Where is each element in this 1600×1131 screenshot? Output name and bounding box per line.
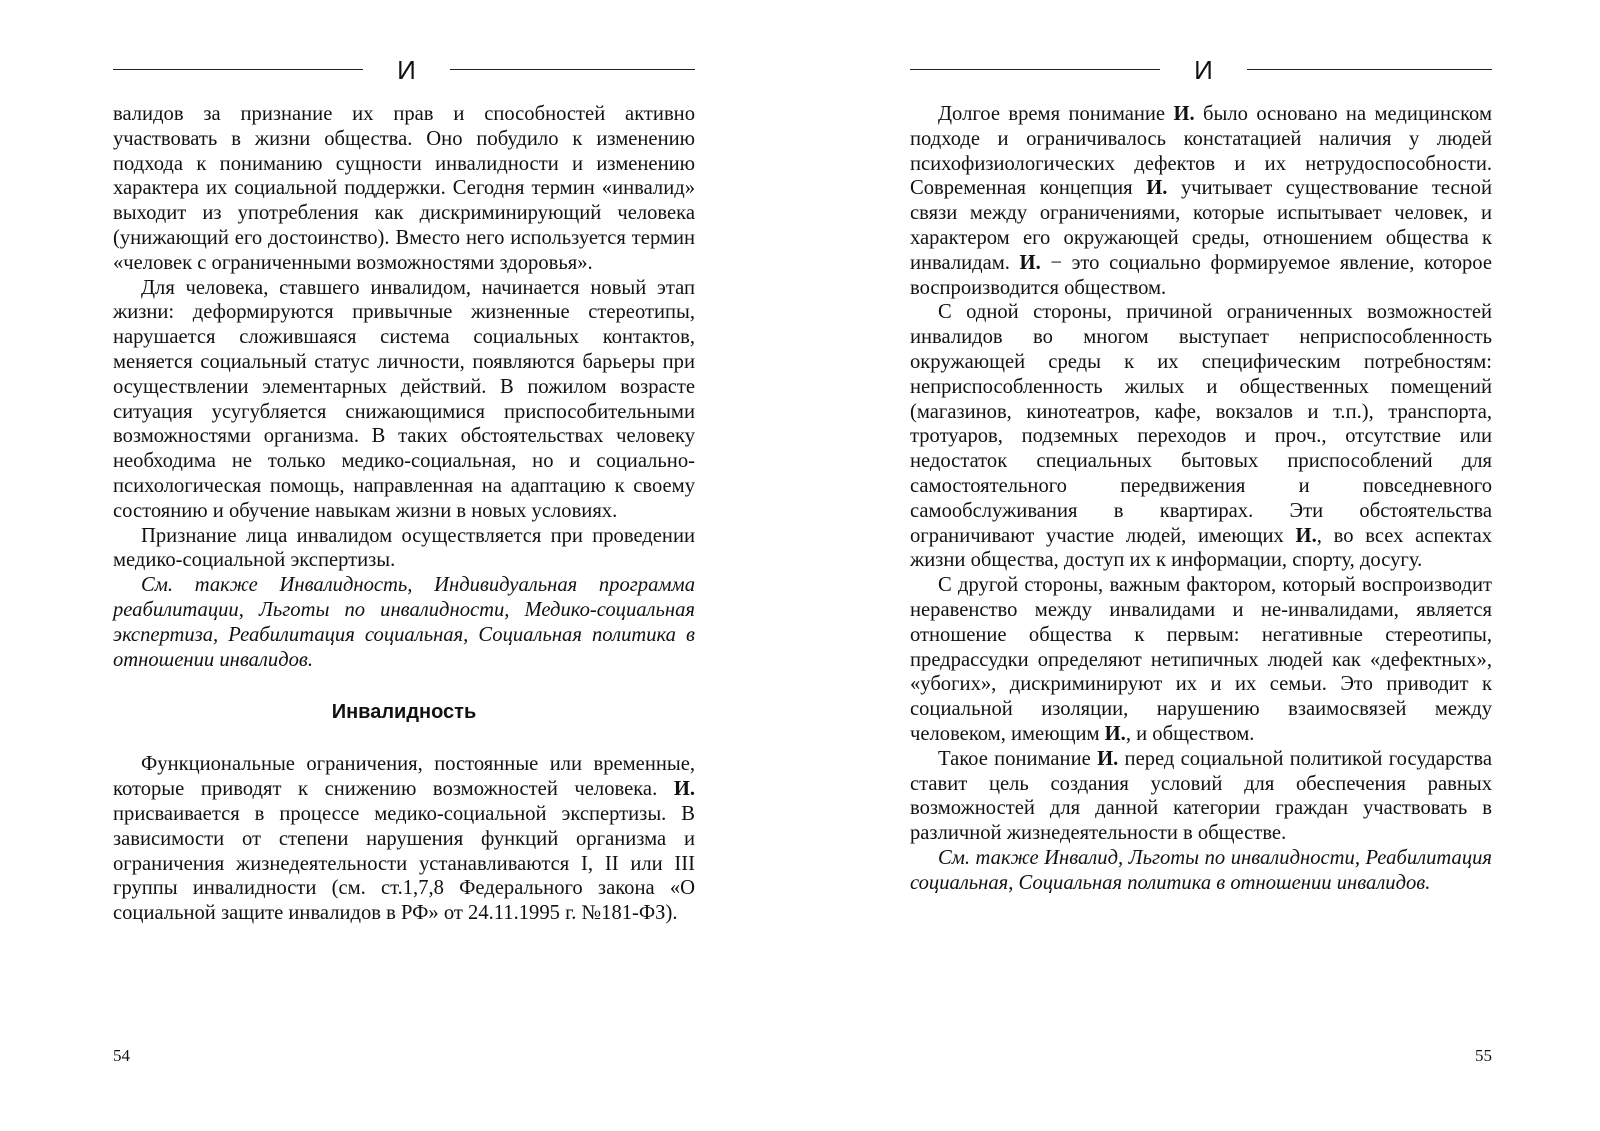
paragraph xyxy=(910,573,1492,747)
paragraph: Признание лица инвалидом осуществляется при проведении медико-социальной экспертизы. xyxy=(113,524,695,572)
see-also-reference: См. также Инвалидность, Индивидуальная программа реабилитации, Льготы по инвалидности, Медико-социальная экспертиза, Реабилитация социальная, Социальная политика в отношении инвалидов. xyxy=(113,574,695,671)
running-head-letter: И xyxy=(397,55,416,85)
text-segment: было основано на медицинском подходе и ограничивалось констатацией наличия у людей психофизиологических дефектов и их нетрудоспособности. Современная концепция xyxy=(910,103,1492,200)
text-segment: перед социальной политикой государства ставит цель создания условий для обеспечения равных возможностей для данной категории граждан участвовать в различной жизнедеятельности в обществе. xyxy=(910,747,1492,845)
text-segment: , и обществом. xyxy=(1125,722,1255,745)
term-abbreviation: И. xyxy=(1097,747,1119,770)
page-number: 55 xyxy=(1475,1046,1492,1065)
right-page xyxy=(910,0,1492,1131)
see-also-reference: См. также Инвалид, Льготы по инвалидности, Реабилитация социальная, Социальная политика в отношении инвалидов. xyxy=(910,846,1492,894)
running-head-right xyxy=(910,56,1492,92)
paragraph xyxy=(910,300,1492,573)
header-rule-right xyxy=(450,69,695,70)
term-abbreviation: И. xyxy=(1146,177,1168,200)
paragraph: Для человека, ставшего инвалидом, начинается новый этап жизни: деформируются привычные жизненные стереотипы, нарушается сложившаяся система социальных контактов, меняется социальный статус личности, появляются барьеры при осуществлении элементарных действий. В пожилом возрасте ситуация усугубляется снижающимися приспособительными возможностями организма. В таких обстоятельствах человеку необходима не только медико-социальная, но и социально-психологическая помощь, направленная на адаптацию к своему состоянию и обучение навыкам жизни в новых условиях. xyxy=(113,276,695,522)
term-abbreviation: И. xyxy=(1173,103,1195,125)
running-head-letter: И xyxy=(1194,55,1213,85)
text-segment: С одной стороны, причиной ограниченных возможностей инвалидов во многом выступает неприспособленность окружающей среды к их специфическим потребностям: неприспособленность жилых и общественных помещений (магазинов, кинотеатров, кафе, вокзалов и т.п.), транспорта, тротуаров, подземных переходов и проч., отсутствие или недостаток специальных бытовых приспособлений для самостоятельного передвижения и повседневного самообслуживания в квартирах. Эти обстоятельства ограничивают участие людей, имеющих xyxy=(910,301,1492,547)
text-segment: − это социально формируемое явление, которое воспроизводится обществом. xyxy=(910,251,1492,299)
header-rule-right xyxy=(1247,69,1492,70)
paragraph xyxy=(910,747,1492,846)
text-segment: учитывает существование тесной связи между ограничениями, которые испытывает человек, и характером его окружающей среды, отношением общества к инвалидам. xyxy=(910,177,1492,274)
header-rule-left xyxy=(910,69,1160,70)
paragraph: валидов за признание их прав и способностей активно участвовать в жизни общества. Оно побудило к изменению подхода к пониманию сущности инвалидности и изменению характера их социальной поддержки. Сегодня термин «инвалид» выходит из употребления как дискриминирующий человека (унижающий его достоинство). Вместо него используется термин «человек с ограниченными возможностями здоровья». xyxy=(113,103,695,274)
left-page-body xyxy=(113,102,695,926)
term-abbreviation: И. xyxy=(1019,251,1041,274)
term-abbreviation: И. xyxy=(1295,524,1317,547)
text-segment: присваивается в процессе медико-социальной экспертизы. В зависимости от степени нарушения функций организма и ограничения жизнедеятельности устанавливаются I, II или III группы инвалидности (см. ст.1,7,8 Федерального закона «О социальной защите инвалидов в РФ» от 24.11.1995 г. №181-ФЗ). xyxy=(113,802,695,925)
page-number: 54 xyxy=(113,1046,130,1065)
entry-heading: Инвалидность xyxy=(331,701,477,724)
text-segment: , во всех аспектах жизни общества, доступ их к информации, спорту, досугу. xyxy=(910,524,1493,572)
paragraph xyxy=(910,102,1492,300)
running-head-left xyxy=(113,56,695,92)
term-abbreviation: И. xyxy=(1104,722,1126,745)
left-page xyxy=(113,0,695,1131)
entry-definition xyxy=(113,752,695,926)
header-rule-left xyxy=(113,69,363,70)
text-segment: Такое понимание xyxy=(938,747,1098,770)
right-page-body xyxy=(910,102,1492,896)
text-segment: С другой стороны, важным фактором, который воспроизводит неравенство между инвалидами и не-инвалидами, является отношение общества к первым: негативные стереотипы, предрассудки определяют нетипичных людей как «дефектных», «убогих», дискриминируют их и их семьи. Это приводит к социальной изоляции, нарушению взаимосвязей между человеком, имеющим xyxy=(910,574,1492,745)
term-abbreviation: И. xyxy=(673,778,695,801)
text-segment: Функциональные ограничения, постоянные или временные, которые приводят к снижению возможностей человека. xyxy=(113,753,695,801)
text-segment: Долгое время понимание xyxy=(938,103,1174,125)
